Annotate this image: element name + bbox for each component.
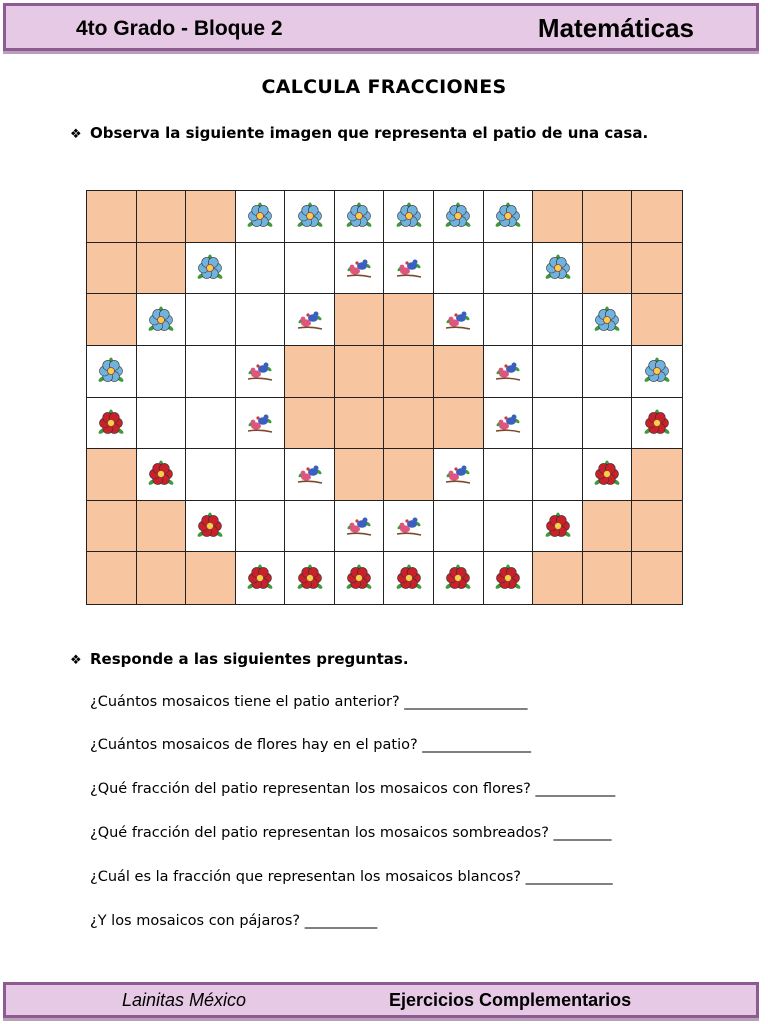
grid-cell [285,191,335,243]
grid-cell [87,294,137,346]
grid-cell [384,501,434,553]
grid-cell [137,243,187,295]
blue-flower-icon [147,306,175,334]
grid-cell [87,449,137,501]
blue-flower-icon [643,357,671,385]
grid-cell [533,552,583,604]
grid-cell [583,191,633,243]
grid-cell [533,449,583,501]
grid-cell [186,552,236,604]
footer-bar [3,982,759,1018]
header-bar [3,3,759,51]
birds-icon [494,409,522,437]
grid-cell [632,243,682,295]
grid-cell [186,501,236,553]
instruction-observe-text: Observa la siguiente imagen que representa el patio de una casa. [90,124,649,142]
grid-cell [236,346,286,398]
blue-flower-icon [296,202,324,230]
blue-flower-icon [494,202,522,230]
grid-cell [484,501,534,553]
grid-cell [583,346,633,398]
grid-cell [533,191,583,243]
grid-cell [583,552,633,604]
grid-cell [384,552,434,604]
blue-flower-icon [345,202,373,230]
grid-cell [484,243,534,295]
grid-cell [632,501,682,553]
grid-cell [87,191,137,243]
grid-cell [384,191,434,243]
red-flower-icon [444,564,472,592]
grid-cell [186,191,236,243]
grid-cell [137,501,187,553]
grid-cell [186,398,236,450]
grid-cell [236,501,286,553]
grid-cell [335,191,385,243]
grid-cell [87,552,137,604]
grid-cell [632,552,682,604]
red-flower-icon [643,409,671,437]
diamond-bullet-icon: ❖ [70,127,82,142]
grid-cell [583,398,633,450]
instruction-answer-text: Responde a las siguientes preguntas. [90,650,409,668]
birds-icon [345,512,373,540]
grid-cell [434,346,484,398]
grid-cell [484,346,534,398]
red-flower-icon [246,564,274,592]
grid-cell [434,191,484,243]
grid-cell [335,398,385,450]
grid-cell [285,552,335,604]
grid-cell [137,294,187,346]
birds-icon [444,460,472,488]
grid-cell [87,398,137,450]
grid-cell [186,243,236,295]
grid-cell [632,346,682,398]
birds-icon [444,306,472,334]
red-flower-icon [296,564,324,592]
grid-cell [434,398,484,450]
red-flower-icon [196,512,224,540]
footer-brand: Lainitas México [122,990,247,1010]
grid-cell [236,552,286,604]
grid-cell [335,243,385,295]
blue-flower-icon [196,254,224,282]
grid-cell [533,294,583,346]
question-3: ¿Qué fracción del patio representan los mosaicos con flores? ___________ [90,781,616,797]
grid-cell [384,346,434,398]
grid-cell [484,398,534,450]
grid-cell [434,552,484,604]
grid-cell [484,191,534,243]
grid-cell [186,449,236,501]
red-flower-icon [395,564,423,592]
grid-cell [285,398,335,450]
question-2: ¿Cuántos mosaicos de flores hay en el patio? _______________ [90,737,532,753]
grid-cell [484,294,534,346]
grid-cell [434,501,484,553]
question-5: ¿Cuál es la fracción que representan los mosaicos blancos? ____________ [90,869,613,885]
grid-cell [335,449,385,501]
grid-cell [384,243,434,295]
birds-icon [494,357,522,385]
grid-cell [186,294,236,346]
grid-cell [583,243,633,295]
grid-cell [434,449,484,501]
birds-icon [395,512,423,540]
grid-cell [137,191,187,243]
grid-cell [236,449,286,501]
grid-cell [632,294,682,346]
grid-cell [236,398,286,450]
grid-cell [533,346,583,398]
grid-cell [137,398,187,450]
birds-icon [345,254,373,282]
grid-cell [632,449,682,501]
instruction-observe [70,124,648,142]
grid-cell [186,346,236,398]
blue-flower-icon [395,202,423,230]
red-flower-icon [593,460,621,488]
red-flower-icon [544,512,572,540]
patio-grid [86,190,683,605]
grid-cell [87,346,137,398]
grid-cell [533,243,583,295]
blue-flower-icon [544,254,572,282]
grid-cell [583,449,633,501]
birds-icon [246,409,274,437]
grid-cell [384,294,434,346]
grid-cell [484,449,534,501]
birds-icon [296,306,324,334]
grid-cell [434,243,484,295]
grid-cell [335,346,385,398]
grid-cell [583,294,633,346]
grid-cell [285,243,335,295]
grid-cell [87,501,137,553]
grid-cell [285,346,335,398]
grid-cell [236,294,286,346]
page-title: CALCULA FRACCIONES [261,76,507,98]
grid-cell [484,552,534,604]
red-flower-icon [494,564,522,592]
grid-cell [137,346,187,398]
grid-cell [583,501,633,553]
grid-cell [137,449,187,501]
grade-block-label: 4to Grado - Bloque 2 [76,17,283,40]
red-flower-icon [345,564,373,592]
footer-series: Ejercicios Complementarios [389,990,632,1010]
question-6: ¿Y los mosaicos con pájaros? __________ [90,913,378,929]
blue-flower-icon [444,202,472,230]
grid-cell [384,398,434,450]
question-4: ¿Qué fracción del patio representan los mosaicos sombreados? ________ [90,825,612,841]
blue-flower-icon [593,306,621,334]
grid-cell [335,501,385,553]
grid-cell [632,191,682,243]
grid-cell [335,552,385,604]
red-flower-icon [147,460,175,488]
blue-flower-icon [97,357,125,385]
birds-icon [395,254,423,282]
grid-cell [137,552,187,604]
grid-cell [533,501,583,553]
question-1: ¿Cuántos mosaicos tiene el patio anterior? _________________ [90,694,528,710]
grid-cell [632,398,682,450]
grid-cell [285,501,335,553]
birds-icon [296,460,324,488]
red-flower-icon [97,409,125,437]
grid-cell [533,398,583,450]
birds-icon [246,357,274,385]
grid-cell [285,294,335,346]
grid-cell [384,449,434,501]
diamond-bullet-icon: ❖ [70,653,82,668]
grid-cell [236,243,286,295]
grid-cell [434,294,484,346]
grid-cell [335,294,385,346]
grid-cell [285,449,335,501]
blue-flower-icon [246,202,274,230]
instruction-answer [70,650,409,668]
grid-cell [236,191,286,243]
subject-label: Matemáticas [537,13,694,43]
grid-cell [87,243,137,295]
